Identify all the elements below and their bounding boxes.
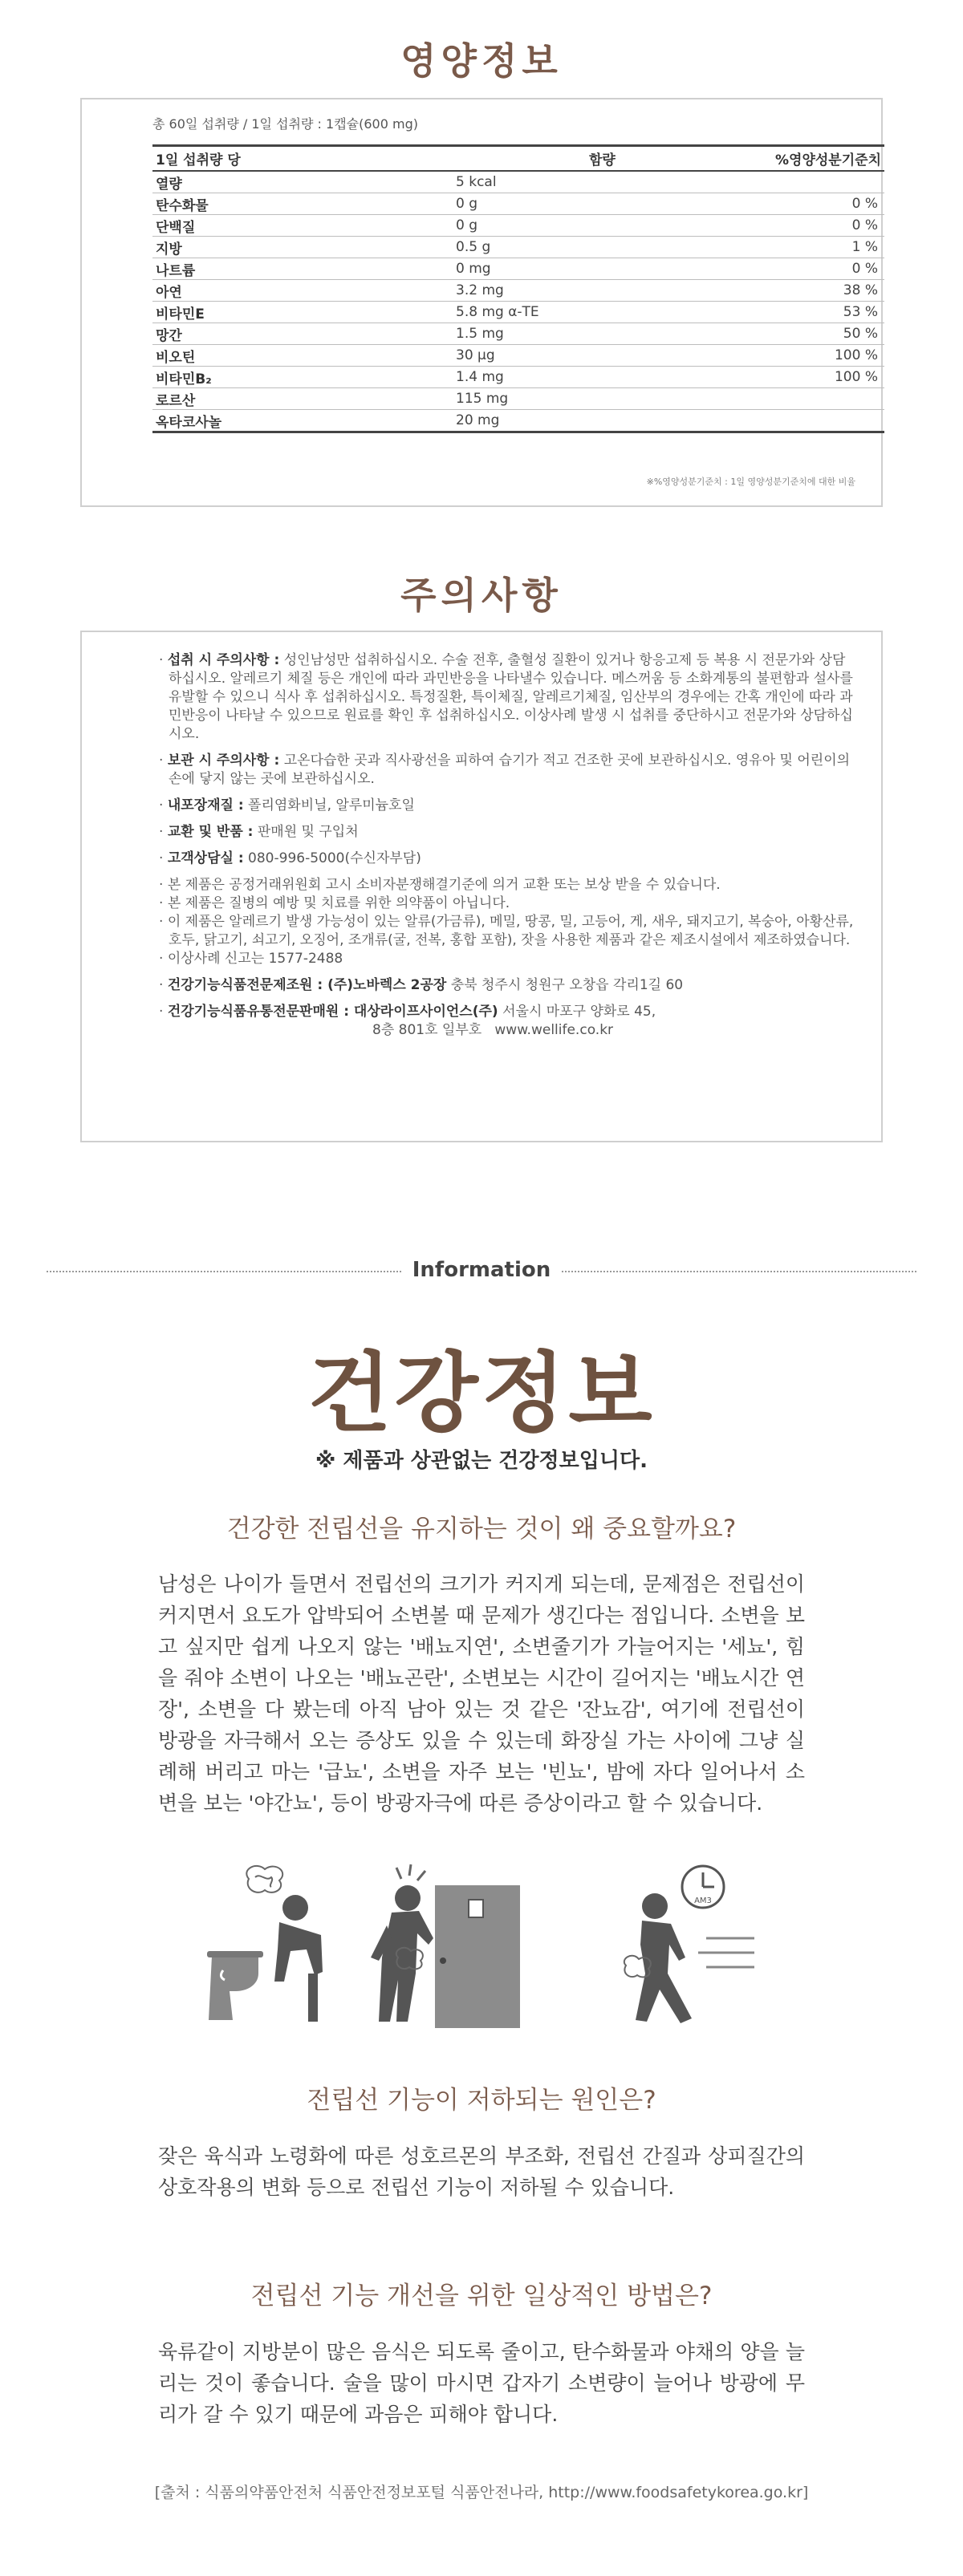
note-exchange-text: 본 제품은 공정거래위원회 고시 소비자분쟁해결기준에 의거 교환 또는 보상 받을 수 있습니다. xyxy=(167,877,721,893)
table-row xyxy=(152,410,884,432)
nutrient-name: 로르산 xyxy=(152,388,424,410)
nutrient-name: 아연 xyxy=(152,280,424,302)
packaging-text: 폴리염화비닐, 알루미늄호일 xyxy=(243,797,415,813)
source-citation: [출처 : 식품의약품안전처 식품안전정보포털 식품안전나라, http://www.foodsafetykorea.go.kr] xyxy=(154,2484,809,2501)
seller-label: 건강기능식품유통전문판매원 : 대상라이프사이언스(주) xyxy=(167,1004,498,1020)
table-row xyxy=(152,171,884,193)
clock-label: AM3 xyxy=(694,1897,712,1905)
nutrient-percent: 38 % xyxy=(716,280,884,302)
divider-right xyxy=(562,1271,916,1272)
nutrient-amount: 115 mg xyxy=(424,388,716,410)
table-row xyxy=(152,193,884,215)
nutrient-name: 열량 xyxy=(152,171,424,193)
intake-text: 성인남성만 섭취하십시오. 수술 전후, 출혈성 질환이 있거나 항응고제 등 복용 시 전문가와 상담하십시오. 알레르기 체질 등은 개인에 따라 과민반응을 나타낼수 있습니다. 메스꺼움 등 소화계통의 불편함과 설사를 유발할 수 있으니 식사 후 섭취하십시오. 특정질환, 특이체질, 알레르기체질, 임산부의 경우에는 간혹 개인에 따라 과민반응이 나타날 수 있으므로 원료를 확인 후 섭취하십시오. 이상사례 발생 시 섭취를 중단하시고 전문가와 상담하십시오. xyxy=(169,652,853,742)
worry-scribble-icon xyxy=(246,1866,282,1892)
nutrient-name: 지방 xyxy=(152,237,424,258)
packaging-label: 내포장재질 : xyxy=(167,797,244,813)
nutrient-amount: 0 g xyxy=(424,215,716,237)
intake-label: 섭취 시 주의사항 : xyxy=(167,652,280,668)
toilet-figure-illustration xyxy=(207,1866,323,2022)
illustrations xyxy=(201,1861,762,2030)
nutrient-percent: 0 % xyxy=(716,193,884,215)
storage-text: 고온다습한 곳과 직사광선을 피하여 습기가 적고 건조한 곳에 보관하십시오. 영유아 및 어린이의 손에 닿지 않는 곳에 보관하십시오. xyxy=(169,753,851,787)
header-name: 1일 섭취량 당 xyxy=(152,146,424,172)
nutrient-percent: 53 % xyxy=(716,302,884,323)
nutrient-amount: 0 g xyxy=(424,193,716,215)
manufacturer-label: 건강기능식품전문제조원 : (주)노바렉스 2공장 xyxy=(167,977,447,993)
manufacturer-info: · 건강기능식품전문제조원 : (주)노바렉스 2공장 충북 청주시 청원구 오창읍 각리1길 60 xyxy=(159,977,684,993)
motion-lines-icon xyxy=(698,1938,754,1967)
serving-info: 총 60일 섭취량 / 1일 섭취량 : 1캡슐(600 mg) xyxy=(152,116,418,132)
nutrient-percent: 100 % xyxy=(716,367,884,388)
nutrient-percent: 0 % xyxy=(716,215,884,237)
stress-lines-icon xyxy=(396,1864,425,1880)
nutrition-box xyxy=(80,98,883,507)
paragraph-3: 육류같이 지방분이 많은 음식은 되도록 줄이고, 탄수화물과 야채의 양을 늘리는 것이 좋습니다. 술을 많이 마시면 갑자기 소변량이 늘어나 방광에 무리가 갈 수 있기 때문에 과음은 피해야 합니다. xyxy=(158,2340,805,2426)
question-3: 전립선 기능 개선을 위한 일상적인 방법은? xyxy=(250,2282,713,2310)
caution-title: 주의사항 xyxy=(400,574,563,617)
seller-text: 서울시 마포구 양화로 45, xyxy=(498,1004,656,1020)
seller-address xyxy=(159,1021,857,1040)
caution-content xyxy=(159,651,857,1040)
nutrient-percent xyxy=(716,171,884,193)
note-exchange: · 본 제품은 공정거래위원회 고시 소비자분쟁해결기준에 의거 교환 또는 보상 받을 수 있습니다. xyxy=(159,877,721,893)
nutrient-name: 비타민E xyxy=(152,302,424,323)
note-medicine-text: 본 제품은 질병의 예방 및 치료를 위한 의약품이 아닙니다. xyxy=(167,895,510,911)
intake-caution: · 섭취 시 주의사항 : 성인남성만 섭취하십시오. 수술 전후, 출혈성 질환이 있거나 항응고제 등 복용 시 전문가와 상담하십시오. 알레르기 체질 등은 개인에 따라 과민반응을 나타낼수 있습니다. 메스꺼움 등 소화계통의 불편함과 설사를 유발할 수 있으니 식사 후 섭취하십시오. 특정질환, 특이체질, 알레르기체질, 임산부의 경우에는 간혹 개인에 따라 과민반응이 나타날 수 있으므로 원료를 확인 후 섭취하십시오. 이상사례 발생 시 섭취를 중단하시고 전문가와 상담하십시오. xyxy=(159,652,853,742)
consult-label: 고객상담실 : xyxy=(167,850,244,866)
nutrient-name: 비오틴 xyxy=(152,345,424,367)
nutrient-amount: 5 kcal xyxy=(424,171,716,193)
nutrient-name: 나트륨 xyxy=(152,258,424,280)
note-report-text: 이상사례 신고는 1577-2488 xyxy=(167,951,343,967)
table-row xyxy=(152,215,884,237)
question-1: 건강한 전립선을 유지하는 것이 왜 중요할까요? xyxy=(226,1515,737,1544)
exchange-text: 판매원 및 구입처 xyxy=(253,824,359,840)
nutrient-name: 탄수화물 xyxy=(152,193,424,215)
paragraph-2: 잦은 육식과 노령화에 따른 성호르몬의 부조화, 전립선 간질과 상피질간의 상호작용의 변화 등으로 전립선 기능이 저하될 수 있습니다. xyxy=(158,2144,805,2199)
nutrient-amount: 20 mg xyxy=(424,410,716,432)
information-label: Information xyxy=(412,1258,551,1282)
divider-left xyxy=(47,1271,401,1272)
header-amount: 함량 xyxy=(424,146,716,172)
caution-box xyxy=(80,631,883,1142)
nutrient-percent xyxy=(716,410,884,432)
storage-label: 보관 시 주의사항 : xyxy=(167,753,280,769)
seller-url[interactable]: www.wellife.co.kr xyxy=(494,1022,614,1038)
night-figure-illustration xyxy=(624,1866,754,2023)
packaging-info: · 내포장재질 : 폴리염화비닐, 알루미늄호일 xyxy=(159,797,415,813)
nutrient-percent: 50 % xyxy=(716,323,884,345)
nutrient-amount: 1.4 mg xyxy=(424,367,716,388)
nutrition-header-row xyxy=(152,146,884,172)
exchange-info: · 교환 및 반품 : 판매원 및 구입처 xyxy=(159,824,359,840)
note-medicine: · 본 제품은 질병의 예방 및 치료를 위한 의약품이 아닙니다. xyxy=(159,895,510,911)
note-allergy-text: 이 제품은 알레르기 발생 가능성이 있는 알류(가금류), 메밀, 땅콩, 밀, 고등어, 게, 새우, 돼지고기, 복숭아, 아황산류, 호두, 닭고기, 쇠고기, 오징어, 조개류(굴, 전복, 홍합 포함), 잣을 사용한 제품과 같은 제조시설에서 제조하였습니다. xyxy=(167,914,854,948)
clock-icon xyxy=(682,1866,724,1908)
nutrient-amount: 1.5 mg xyxy=(424,323,716,345)
table-row xyxy=(152,323,884,345)
table-row xyxy=(152,302,884,323)
paragraph-1: 남성은 나이가 들면서 전립선의 크기가 커지게 되는데, 문제점은 전립선이 커지면서 요도가 압박되어 소변볼 때 문제가 생긴다는 점입니다. 소변을 보고 싶지만 쉽게 나오지 않는 '배뇨지연', 소변줄기가 가늘어지는 '세뇨', 힘을 줘야 소변이 나오는 '배뇨곤란', 소변보는 시간이 길어지는 '배뇨시간 연장', 소변을 다 봤는데 아직 남아 있는 것 같은 '잔뇨감', 여기에 전립선이 방광을 자극해서 오는 증상도 있을 수 있는데 화장실 가는 사이에 그냥 실례해 버리고 마는 '급뇨', 소변을 자주 보는 '빈뇨', 밤에 자다 일어나서 소변을 보는 '야간뇨', 등이 방광자극에 따른 증상이라고 할 수 있습니다. xyxy=(158,1572,805,1815)
nutrient-percent: 1 % xyxy=(716,237,884,258)
nutrient-name: 단백질 xyxy=(152,215,424,237)
note-report: · 이상사례 신고는 1577-2488 xyxy=(159,951,343,967)
nutrient-name: 망간 xyxy=(152,323,424,345)
manufacturer-text: 충북 청주시 청원구 오창읍 각리1길 60 xyxy=(446,977,684,993)
header-percent: %영양성분기준치 xyxy=(716,146,884,172)
table-row xyxy=(152,345,884,367)
seller-info: · 건강기능식품유통전문판매원 : 대상라이프사이언스(주) 서울시 마포구 양화로 45, xyxy=(159,1004,656,1020)
nutrient-amount: 3.2 mg xyxy=(424,280,716,302)
table-row xyxy=(152,367,884,388)
nutrient-amount: 0.5 g xyxy=(424,237,716,258)
nutrient-percent: 0 % xyxy=(716,258,884,280)
nutrient-amount: 0 mg xyxy=(424,258,716,280)
exchange-label: 교환 및 반품 : xyxy=(167,824,254,840)
note-allergy: · 이 제품은 알레르기 발생 가능성이 있는 알류(가금류), 메밀, 땅콩, 밀, 고등어, 게, 새우, 돼지고기, 복숭아, 아황산류, 호두, 닭고기, 쇠고기, 오징어, 조개류(굴, 전복, 홍합 포함), 잣을 사용한 제품과 같은 제조시설에서 제조하였습니다. xyxy=(159,914,854,948)
nutrient-name: 비타민B₂ xyxy=(152,367,424,388)
table-row xyxy=(152,258,884,280)
nutrient-name: 옥타코사놀 xyxy=(152,410,424,432)
nutrient-amount: 5.8 mg α-TE xyxy=(424,302,716,323)
nutrition-title: 영양정보 xyxy=(400,39,563,83)
health-info-title: 건강정보 xyxy=(307,1344,656,1444)
nutrition-footnote: ※%영양성분기준치 : 1일 영양성분기준치에 대한 비율 xyxy=(646,477,855,487)
consult-text: 080-996-5000(수신자부담) xyxy=(243,850,421,866)
storage-caution: · 보관 시 주의사항 : 고온다습한 곳과 직사광선을 피하여 습기가 적고 건조한 곳에 보관하십시오. 영유아 및 어린이의 손에 닿지 않는 곳에 보관하십시오. xyxy=(159,753,851,787)
nutrition-table xyxy=(152,144,884,433)
restroom-sign-icon xyxy=(469,1900,483,1917)
nutrient-percent xyxy=(716,388,884,410)
table-row xyxy=(152,280,884,302)
question-2: 전립선 기능이 저하되는 원인은? xyxy=(307,2086,656,2115)
health-info-note: ※ 제품과 상관없는 건강정보입니다. xyxy=(315,1449,648,1473)
table-row xyxy=(152,237,884,258)
nutrient-percent: 100 % xyxy=(716,345,884,367)
seller-address-text: 8층 801호 일부호 xyxy=(372,1022,482,1038)
door-figure-illustration xyxy=(371,1864,520,2028)
table-row xyxy=(152,388,884,410)
consult-info: · 고객상담실 : 080-996-5000(수신자부담) xyxy=(159,850,421,866)
nutrient-amount: 30 μg xyxy=(424,345,716,367)
